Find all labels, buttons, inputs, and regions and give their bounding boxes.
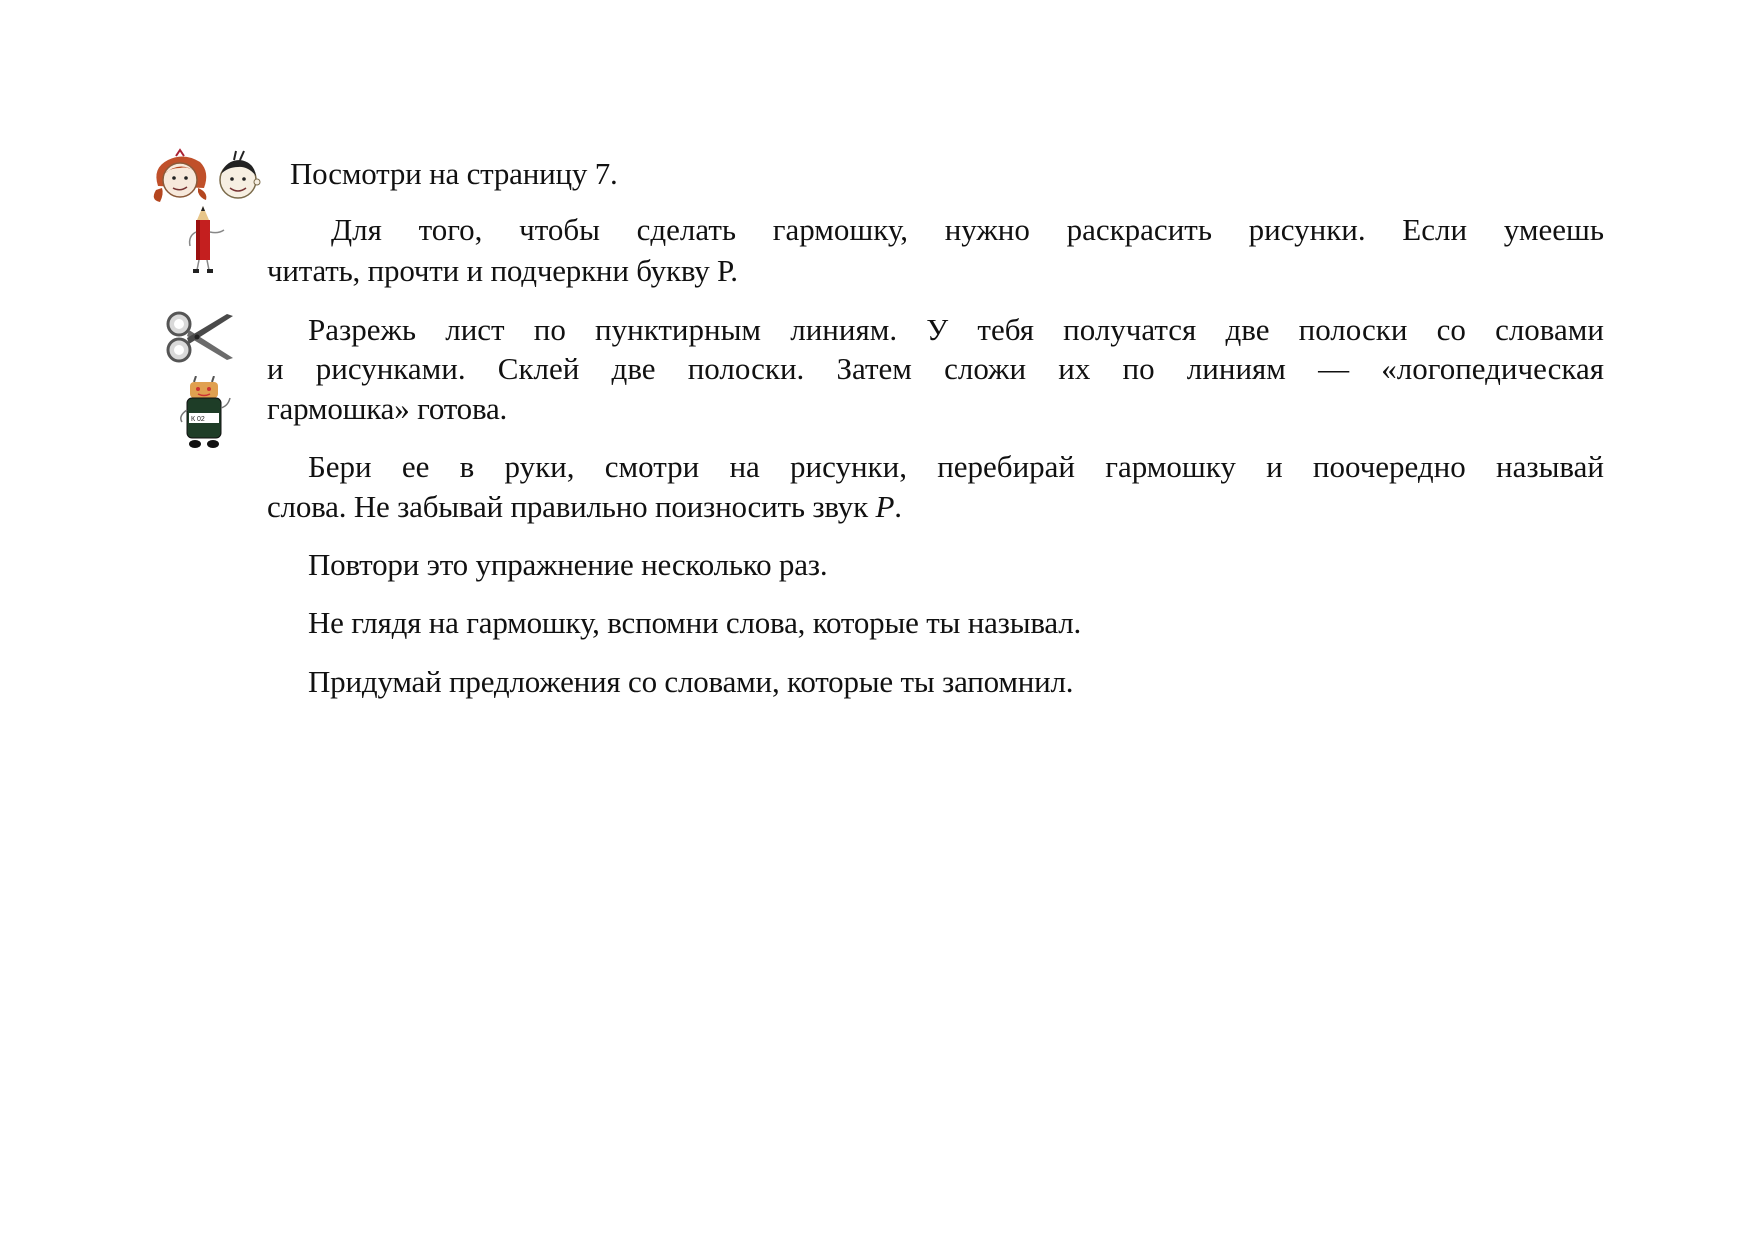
- children-faces-icon: [150, 148, 270, 204]
- paragraph-3-line-2: слова. Не забывай правильно поизносить звук Р.: [267, 489, 902, 524]
- paragraph-2-line-3: гармошка» готова.: [267, 391, 508, 426]
- glue-character-icon: [176, 376, 236, 450]
- paragraph-2-line-1: Разрежь лист по пунктирным линиям. У тебя получатся две полоски со словами: [308, 312, 1604, 347]
- paragraph-1-line-2: читать, прочти и подчеркни букву Р.: [267, 253, 738, 288]
- paragraph-6: Придумай предложения со словами, которые ты запомнил.: [308, 664, 1074, 699]
- paragraph-4: Повтори это упражнение несколько раз.: [308, 547, 828, 582]
- intro-text: Посмотри на страницу 7.: [290, 156, 618, 191]
- paragraph-5: Не глядя на гармошку, вспомни слова, которые ты называл.: [308, 605, 1082, 640]
- paragraph-3-line-1: Бери ее в руки, смотри на рисунки, перебирай гармошку и поочередно называй: [308, 449, 1604, 484]
- glue-label: К 02: [191, 416, 205, 423]
- paragraph-1-line-1: Для того, чтобы сделать гармошку, нужно раскрасить рисунки. Если умеешь: [331, 212, 1604, 247]
- sound-letter: Р: [875, 489, 895, 524]
- scissors-icon: [165, 310, 235, 364]
- paragraph-2-line-2: и рисунками. Склей две полоски. Затем сложи их по линиям — «логопедическая: [267, 351, 1604, 386]
- pencil-character-icon: [180, 206, 230, 276]
